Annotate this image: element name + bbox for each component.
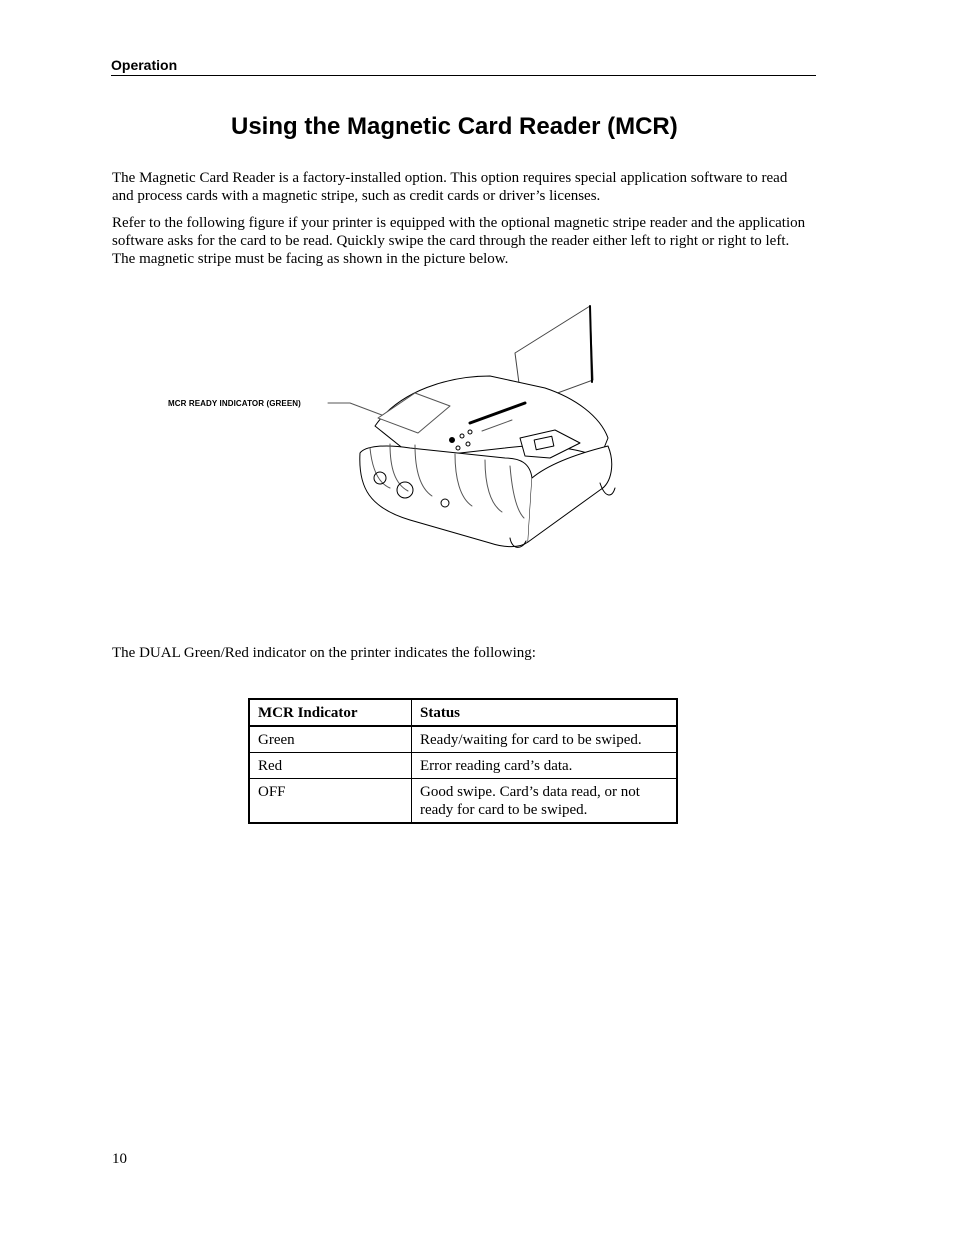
printer-front-shell <box>360 446 532 547</box>
table-row <box>249 753 677 779</box>
instruction-paragraph: Refer to the following figure if your printer is equipped with the optional magnetic stripe reader and the application software asks for the card to be read. Quickly swipe the card through the reader either left to right or right to left. The magnetic stripe must be facing as shown in the picture below. <box>112 215 806 267</box>
table-header-row <box>249 699 677 726</box>
printer-right-side <box>528 446 612 542</box>
figure-callout-label: MCR READY INDICATOR (GREEN) <box>168 399 301 408</box>
table-row <box>249 726 677 753</box>
page-title: Using the Magnetic Card Reader (MCR) <box>231 113 678 140</box>
mcr-indicator-table <box>248 698 678 824</box>
printer-illustration <box>160 298 620 553</box>
column-header-indicator: MCR Indicator <box>249 699 412 726</box>
column-header-status: Status <box>412 699 678 726</box>
indicator-intro: The DUAL Green/Red indicator on the printer indicates the following: <box>112 645 536 661</box>
indicator-cell: Red <box>249 753 412 779</box>
status-cell: Ready/waiting for card to be swiped. <box>412 726 678 753</box>
indicator-cell: Green <box>249 726 412 753</box>
status-cell: Error reading card’s data. <box>412 753 678 779</box>
table-row <box>249 779 677 824</box>
mcr-indicator-light <box>450 438 455 443</box>
intro-paragraph: The Magnetic Card Reader is a factory-installed option. This option requires special application software to read and process cards with a magnetic stripe, such as credit cards or driver’s licenses. <box>112 170 788 204</box>
page-number: 10 <box>112 1151 127 1167</box>
running-header: Operation <box>111 57 816 76</box>
status-cell: Good swipe. Card’s data read, or not ready for card to be swiped. <box>412 779 678 824</box>
indicator-cell: OFF <box>249 779 412 824</box>
